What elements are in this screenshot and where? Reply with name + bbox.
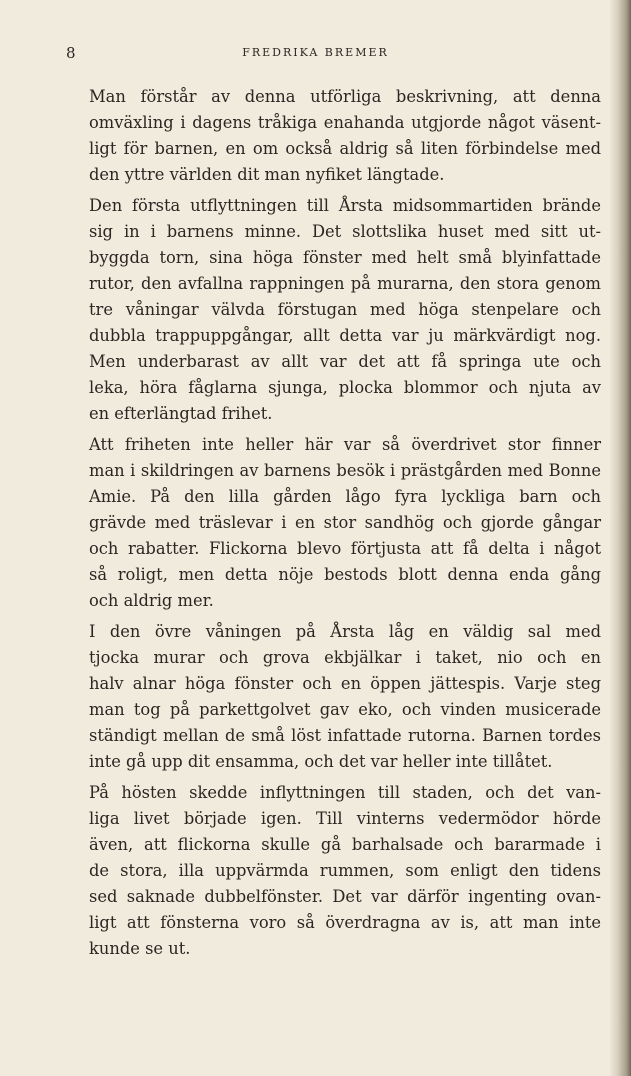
text-line: tjocka murar och grova ekbjälkar i taket, nio och en xyxy=(89,648,601,667)
paragraph xyxy=(66,432,601,614)
text-line: den yttre världen dit man nyfiket längtade. xyxy=(89,165,445,184)
text-line: rutor, den avfallna rappningen på murarna, den stora genom xyxy=(89,274,601,293)
text-line: ligt att fönsterna voro så överdragna av is, att man inte xyxy=(89,913,601,932)
text-line: liga livet började igen. Till vinterns vedermödor hörde xyxy=(89,809,601,828)
page-edge-shadow xyxy=(609,0,631,1076)
text-line: ständigt mellan de små löst infattade rutorna. Barnen tordes xyxy=(89,726,601,745)
text-line: grävde med träslevar i en stor sandhög och gjorde gångar xyxy=(89,513,601,532)
body-text xyxy=(66,84,601,967)
text-line: I den övre våningen på Årsta låg en väldig sal med xyxy=(89,622,601,641)
paragraph xyxy=(66,619,601,775)
text-line: och rabatter. Flickorna blevo förtjusta att få delta i något xyxy=(89,539,601,558)
text-line: På hösten skedde inflyttningen till staden, och det van- xyxy=(89,783,601,802)
text-line: sed saknade dubbelfönster. Det var därför ingenting ovan- xyxy=(89,887,601,906)
text-line: byggda torn, sina höga fönster med helt små blyinfattade xyxy=(89,248,601,267)
text-line: även, att flickorna skulle gå barhalsade och bararmade i xyxy=(89,835,601,854)
page-number: 8 xyxy=(66,44,76,62)
text-line: en efterlängtad frihet. xyxy=(89,404,273,423)
text-line: Man förstår av denna utförliga beskrivning, att denna xyxy=(89,87,601,106)
text-line: dubbla trappuppgångar, allt detta var ju märkvärdigt nog. xyxy=(89,326,601,345)
running-head: FREDRIKA BREMER xyxy=(242,46,389,59)
text-line: Att friheten inte heller här var så överdrivet stor finner xyxy=(89,435,601,454)
text-line: inte gå upp dit ensamma, och det var heller inte tillåtet. xyxy=(89,752,553,771)
paragraph xyxy=(66,193,601,427)
text-line: Amie. På den lilla gården lågo fyra lyckliga barn och xyxy=(89,487,601,506)
text-line: man i skildringen av barnens besök i prästgården med Bonne xyxy=(89,461,601,480)
page-header xyxy=(0,44,631,64)
paragraph xyxy=(66,84,601,188)
text-line: Men underbarast av allt var det att få springa ute och xyxy=(89,352,601,371)
text-line: ligt för barnen, en om också aldrig så liten förbindelse med xyxy=(89,139,601,158)
text-line: kunde se ut. xyxy=(89,939,191,958)
text-line: leka, höra fåglarna sjunga, plocka blommor och njuta av xyxy=(89,378,601,397)
text-line: tre våningar välvda förstugan med höga stenpelare och xyxy=(89,300,601,319)
text-line: omväxling i dagens tråkiga enahanda utgjorde något väsent- xyxy=(89,113,601,132)
text-line: de stora, illa uppvärmda rummen, som enligt den tidens xyxy=(89,861,601,880)
text-line: Den första utflyttningen till Årsta midsommartiden brände xyxy=(89,196,601,215)
text-line: och aldrig mer. xyxy=(89,591,214,610)
text-line: man tog på parkettgolvet gav eko, och vinden musicerade xyxy=(89,700,601,719)
text-line: sig in i barnens minne. Det slottslika huset med sitt ut- xyxy=(89,222,601,241)
text-line: så roligt, men detta nöje bestods blott denna enda gång xyxy=(89,565,601,584)
paragraph xyxy=(66,780,601,962)
text-line: halv alnar höga fönster och en öppen jättespis. Varje steg xyxy=(89,674,601,693)
